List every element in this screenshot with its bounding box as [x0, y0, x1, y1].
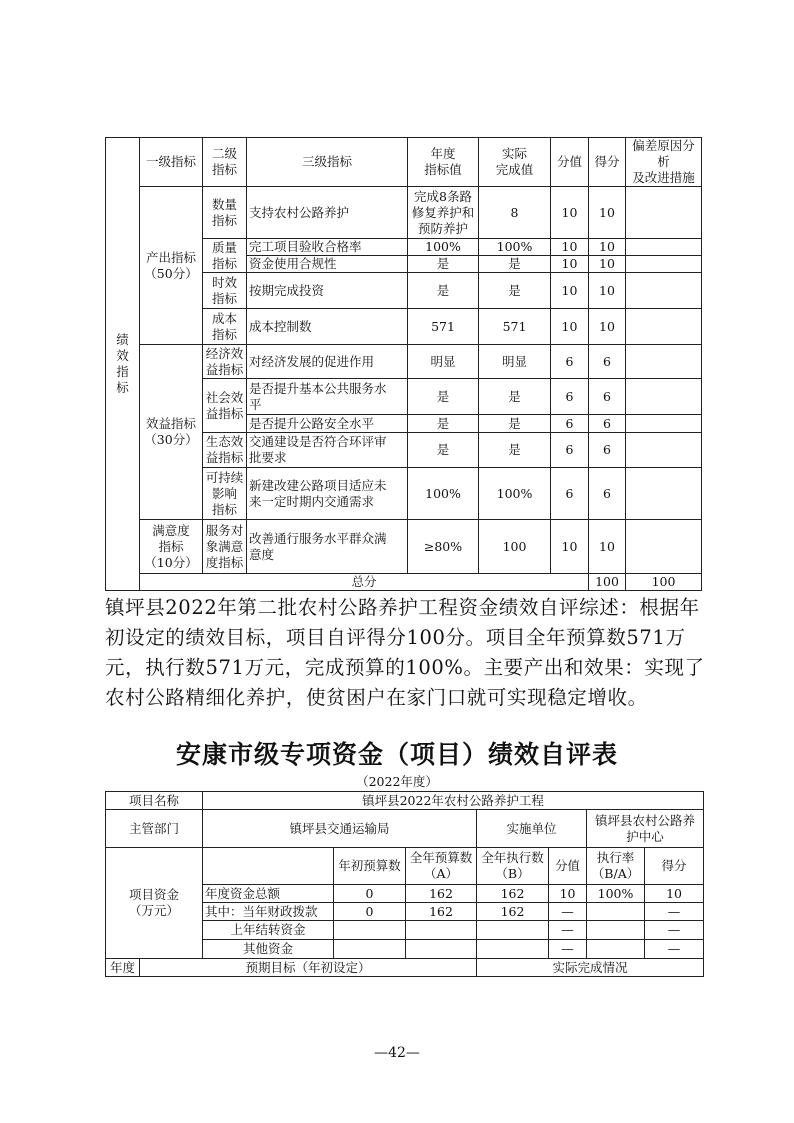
reason-cell — [626, 309, 702, 345]
level2-cell: 服务对 象满意 度指标 — [203, 520, 247, 574]
target-cell: 是 — [408, 256, 479, 273]
score-cell: 10 — [551, 309, 589, 345]
funds-label: 项目资金 （万元） — [106, 848, 203, 959]
satisfaction-indicator-label: 满意度 指标 （10分） — [140, 520, 203, 574]
reason-cell — [626, 256, 702, 273]
got-cell: 6 — [589, 345, 626, 379]
project-funds-table — [105, 791, 704, 977]
header-score: 分值 — [549, 848, 587, 885]
fund-label: 年度资金总额 — [203, 885, 334, 903]
target-cell: 100% — [408, 468, 479, 520]
level3-cell: 完工项目验收合格率 — [247, 239, 408, 256]
score-cell: — — [549, 940, 587, 959]
level3-cell: 按期完成投资 — [247, 273, 408, 309]
total-score: 100 — [589, 574, 626, 591]
level3-cell: 成本控制数 — [247, 309, 408, 345]
reason-cell — [626, 415, 702, 433]
reason-cell — [626, 468, 702, 520]
fund-label: 其中：当年财政拨款 — [203, 903, 334, 921]
level3-cell: 支持农村公路养护 — [247, 187, 408, 239]
header-rate: 执行率 （B/A） — [587, 848, 645, 885]
got-cell: 6 — [589, 433, 626, 468]
reason-cell — [626, 433, 702, 468]
actual-cell: 100% — [479, 239, 551, 256]
header-level3: 三级指标 — [247, 138, 408, 187]
fund-label: 其他资金 — [203, 940, 334, 959]
header-budget: 全年预算数 （A） — [406, 848, 477, 885]
score-cell: — — [549, 903, 587, 921]
target-cell: 是 — [408, 433, 479, 468]
page-number: —42— — [374, 1045, 420, 1061]
score-cell: 10 — [551, 187, 589, 239]
target-cell: 完成8条路 修复养护和 预防养护 — [408, 187, 479, 239]
target-cell: 是 — [408, 415, 479, 433]
init-cell: 0 — [334, 903, 406, 921]
actual-cell: 是 — [479, 433, 551, 468]
table-row — [106, 810, 704, 848]
level2-cell: 成本 指标 — [203, 309, 247, 345]
rate-cell — [587, 940, 645, 959]
budget-cell: 162 — [406, 885, 477, 903]
performance-indicator-table — [105, 137, 702, 591]
header-got: 得分 — [589, 138, 626, 187]
rate-cell — [587, 921, 645, 940]
got-cell: 10 — [645, 885, 704, 903]
target-cell: 是 — [408, 273, 479, 309]
score-cell: 6 — [551, 345, 589, 379]
level2-cell: 可持续 影响 指标 — [203, 468, 247, 520]
total-got: 100 — [626, 574, 702, 591]
got-cell: 6 — [589, 379, 626, 415]
init-cell — [334, 940, 406, 959]
level3-cell: 新建改建公路项目适应未 来一定时期内交通需求 — [247, 468, 408, 520]
score-cell: 10 — [551, 239, 589, 256]
table-row — [106, 187, 702, 239]
score-cell: — — [549, 921, 587, 940]
table-row — [106, 848, 704, 885]
output-indicator-label: 产出指标 （50分） — [140, 187, 203, 345]
table-header-row — [106, 138, 702, 187]
score-cell: 10 — [549, 885, 587, 903]
got-cell: 10 — [589, 520, 626, 574]
level3-cell: 是否提升公路安全水平 — [247, 415, 408, 433]
level2-cell: 经济效 益指标 — [203, 345, 247, 379]
level3-cell: 对经济发展的促进作用 — [247, 345, 408, 379]
actual-cell: 8 — [479, 187, 551, 239]
header-score: 分值 — [551, 138, 589, 187]
level3-cell: 交通建设是否符合环评审 批要求 — [247, 433, 408, 468]
budget-cell — [406, 940, 477, 959]
target-cell: ≥80% — [408, 520, 479, 574]
budget-cell — [406, 921, 477, 940]
level2-cell: 时效 指标 — [203, 273, 247, 309]
score-cell: 10 — [551, 273, 589, 309]
target-cell: 明显 — [408, 345, 479, 379]
score-cell: 6 — [551, 468, 589, 520]
level2-cell: 质量 指标 — [203, 239, 247, 273]
year-label: 年度 — [106, 959, 140, 977]
exec-cell: 162 — [477, 903, 549, 921]
project-name: 镇坪县2022年农村公路养护工程 — [203, 792, 704, 810]
reason-cell — [626, 273, 702, 309]
header-exec: 全年执行数 （B） — [477, 848, 549, 885]
reason-cell — [626, 187, 702, 239]
header-got: 得分 — [645, 848, 704, 885]
actual-cell: 571 — [479, 309, 551, 345]
budget-cell: 162 — [406, 903, 477, 921]
got-cell: 10 — [589, 309, 626, 345]
got-cell: — — [645, 921, 704, 940]
goal-label: 预期目标（年初设定） — [140, 959, 477, 977]
project-name-label: 项目名称 — [106, 792, 203, 810]
score-cell: 6 — [551, 379, 589, 415]
header-reason: 偏差原因分析 及改进措施 — [626, 138, 702, 187]
header-level2: 二级 指标 — [203, 138, 247, 187]
got-cell: — — [645, 903, 704, 921]
init-cell — [334, 921, 406, 940]
target-cell: 571 — [408, 309, 479, 345]
reason-cell — [626, 379, 702, 415]
level3-cell: 资金使用合规性 — [247, 256, 408, 273]
reason-cell — [626, 520, 702, 574]
exec-cell — [477, 921, 549, 940]
dept-value: 镇坪县交通运输局 — [203, 810, 477, 848]
exec-cell: 162 — [477, 885, 549, 903]
benefit-indicator-label: 效益指标 （30分） — [140, 345, 203, 520]
dept-label: 主管部门 — [106, 810, 203, 848]
actual-cell: 是 — [479, 379, 551, 415]
impl-value: 镇坪县农村公路养 护中心 — [587, 810, 704, 848]
got-cell: — — [645, 940, 704, 959]
got-cell: 6 — [589, 415, 626, 433]
got-cell: 6 — [589, 468, 626, 520]
score-cell: 6 — [551, 415, 589, 433]
header-level1: 一级指标 — [140, 138, 203, 187]
got-cell: 10 — [589, 273, 626, 309]
level3-cell: 是否提升基本公共服务水 平 — [247, 379, 408, 415]
rate-cell — [587, 903, 645, 921]
header-target: 年度 指标值 — [408, 138, 479, 187]
got-cell: 10 — [589, 239, 626, 256]
actual-cell: 100 — [479, 520, 551, 574]
level2-cell: 社会效 益指标 — [203, 379, 247, 433]
level2-cell: 生态效 益指标 — [203, 433, 247, 468]
reason-cell — [626, 345, 702, 379]
table-row — [106, 959, 704, 977]
form-title: 安康市级专项资金（项目）绩效自评表 — [175, 740, 618, 769]
table-row — [106, 345, 702, 379]
empty-cell — [203, 848, 334, 885]
header-init: 年初预算数 — [334, 848, 406, 885]
total-label: 总分 — [140, 574, 589, 591]
level2-cell: 数量 指标 — [203, 187, 247, 239]
actual-cell: 是 — [479, 256, 551, 273]
target-cell: 是 — [408, 379, 479, 415]
got-cell: 10 — [589, 256, 626, 273]
score-cell: 10 — [551, 256, 589, 273]
perf-indicator-label: 绩 效 指 标 — [106, 138, 140, 591]
table-row — [106, 792, 704, 810]
target-cell: 100% — [408, 239, 479, 256]
total-row — [106, 574, 702, 591]
self-evaluation-summary: 镇坪县2022年第二批农村公路养护工程资金绩效自评综述：根据年初设定的绩效目标，项目自评得分100分。项目全年预算数571万元，执行数571万元，完成预算的100%。主要产出和效果：实现了农村公路精细化养护，使贫困户在家门口就可实现稳定增收。 — [105, 596, 705, 709]
actual-cell: 是 — [479, 273, 551, 309]
rate-cell: 100% — [587, 885, 645, 903]
impl-label: 实施单位 — [477, 810, 587, 848]
actual-cell: 是 — [479, 415, 551, 433]
fund-label: 上年结转资金 — [203, 921, 334, 940]
exec-cell — [477, 940, 549, 959]
init-cell: 0 — [334, 885, 406, 903]
table-row — [106, 520, 702, 574]
got-cell: 10 — [589, 187, 626, 239]
actual-label: 实际完成情况 — [477, 959, 704, 977]
reason-cell — [626, 239, 702, 256]
score-cell: 6 — [551, 433, 589, 468]
actual-cell: 明显 — [479, 345, 551, 379]
header-actual: 实际 完成值 — [479, 138, 551, 187]
actual-cell: 100% — [479, 468, 551, 520]
level3-cell: 改善通行服务水平群众满 意度 — [247, 520, 408, 574]
score-cell: 10 — [551, 520, 589, 574]
form-year: （2022年度） — [356, 774, 438, 789]
